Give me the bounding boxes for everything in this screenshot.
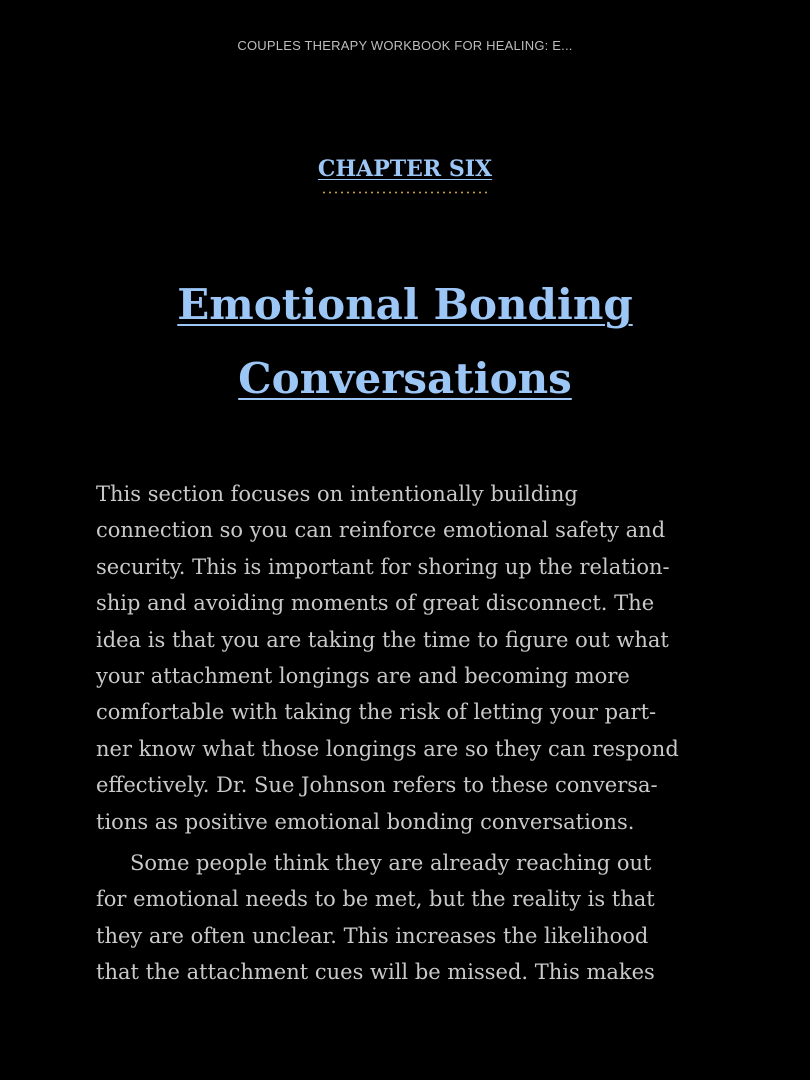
chapter-title-link[interactable]: [177, 280, 632, 403]
text-line: they are often unclear. This increases the likelihood: [96, 923, 649, 948]
chapter-title-line-1: Emotional Bonding: [177, 280, 633, 329]
chapter-label-link[interactable]: CHAPTER SIX: [317, 156, 493, 182]
chapter-body: [96, 476, 721, 990]
text-line: ner know what those longings are so they can respond: [96, 736, 679, 761]
text-line: for emotional needs to be met, but the reality is that: [96, 887, 655, 912]
text-line: your attachment longings are and becoming more: [96, 663, 630, 688]
running-header-book-title: COUPLES THERAPY WORKBOOK FOR HEALING: E...: [237, 38, 573, 53]
text-line: effectively. Dr. Sue Johnson refers to these conversa-: [96, 773, 658, 798]
paragraph-1: [96, 476, 721, 840]
text-line: This section focuses on intentionally building: [96, 482, 578, 506]
text-line: Some people think they are already reaching out: [130, 850, 652, 875]
text-line: idea is that you are taking the time to figure out what: [96, 627, 669, 652]
chapter-title: [60, 268, 750, 416]
text-line: tions as positive emotional bonding conversations.: [96, 809, 635, 834]
text-line: connection so you can reinforce emotional safety and: [96, 518, 666, 543]
chapter-label: [0, 156, 810, 182]
text-line: that the attachment cues will be missed. This makes: [96, 960, 655, 985]
chapter-title-line-2: Conversations: [238, 354, 572, 403]
text-line: comfortable with taking the risk of letting your part-: [96, 700, 657, 725]
text-line: security. This is important for shoring up the relation-: [96, 554, 670, 579]
paragraph-2: [96, 845, 721, 991]
text-line: ship and avoiding moments of great disconnect. The: [96, 591, 655, 616]
chapter-label-dotted-rule: [321, 191, 489, 194]
